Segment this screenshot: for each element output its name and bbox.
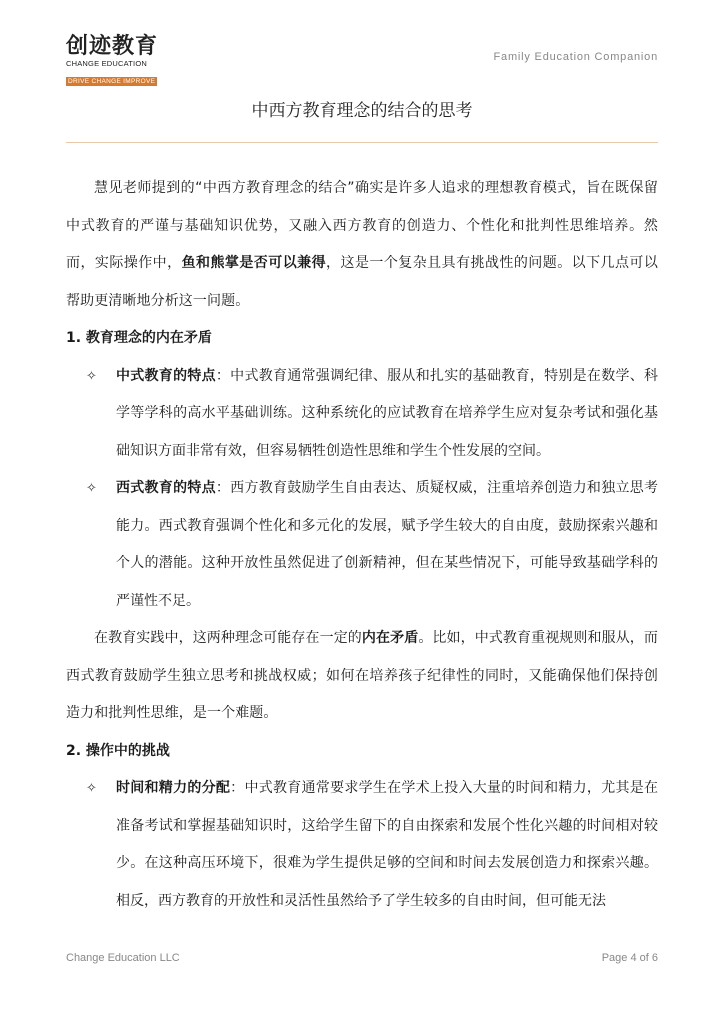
footer-company: Change Education LLC xyxy=(66,952,180,964)
intro-text-2: ，这是一个复杂且具有挑战性的问题。以下几点可以帮助更清晰地分析这一问题。 xyxy=(66,255,658,309)
bullet-text: ：西方教育鼓励学生自由表达、质疑权威，注重培养创造力和独立思考能力。西式教育强调个性化和多元化的发展，赋予学生较大的自由度，鼓励探索兴趣和个人的潜能。这种开放性虽然促进了创新精神，但在某些情况下，可能导致基础学科的严谨性不足。 xyxy=(116,480,659,609)
bullet-item xyxy=(66,770,658,920)
bullet-text: ：中式教育通常强调纪律、服从和扎实的基础教育，特别是在数学、科学等学科的高水平基础训练。这种系统化的应试教育在培养学生应对复杂考试和强化基础知识方面非常有效，但容易牺牲创造性思维和学生个性发展的空间。 xyxy=(116,367,659,459)
logo-english: CHANGE EDUCATION xyxy=(66,59,147,68)
intro-bold: 鱼和熊掌是否可以兼得 xyxy=(181,255,327,271)
logo-tagline: DRIVE CHANGE IMPROVE xyxy=(68,78,156,85)
bullet-term: 西式教育的特点 xyxy=(116,480,216,496)
bullet-star-icon: ✧ xyxy=(86,481,97,496)
bullet-term: 时间和精力的分配 xyxy=(116,780,231,796)
para-text-2: 。比如，中式教育重视规则和服从，而西式教育鼓励学生独立思考和挑战权威；如何在培养孩子纪律性的同时，又能确保他们保持创造力和批判性思维，是一个难题。 xyxy=(66,630,659,721)
section1-paragraph xyxy=(66,620,658,733)
header-tagline: Family Education Companion xyxy=(493,51,658,63)
logo xyxy=(66,34,162,87)
intro-text-1: 慧见老师提到的“中西方教育理念的结合”确实是许多人追求的理想教育模式，旨在既保留中式教育的严谨与基础知识优势，又融入西方教育的创造力、个性化和批判性思维培养。然而，实际操作中， xyxy=(66,180,658,271)
bullet-term: 中式教育的特点 xyxy=(116,367,216,384)
bullet-text: ：中式教育通常要求学生在学术上投入大量的时间和精力，尤其是在准备考试和掌握基础知识时，这给学生留下的自由探索和发展个性化兴趣的时间相对较少。在这种高压环境下，很难为学生提供足够的空间和时间去发展创造力和探索兴趣。相反，西方教育的开放性和灵活性虽然给予了学生较多的自由时间，但可能无法 xyxy=(116,780,659,909)
logo-chinese: 创迹教育 xyxy=(66,33,159,59)
bullet-star-icon: ✧ xyxy=(86,781,97,796)
footer-page-number: Page 4 of 6 xyxy=(601,952,658,964)
intro-paragraph xyxy=(66,170,658,320)
para-bold: 内在矛盾 xyxy=(361,630,419,646)
para-text-1: 在教育实践中，这两种理念可能存在一定的 xyxy=(94,630,362,646)
bullet-item xyxy=(66,470,658,620)
section-heading-2: 2. 操作中的挑战 xyxy=(66,742,170,759)
title-divider xyxy=(66,142,658,143)
page-title: 中西方教育理念的结合的思考 xyxy=(251,101,473,121)
bullet-item xyxy=(66,358,658,471)
section-heading-1: 1. 教育理念的内在矛盾 xyxy=(66,330,212,346)
bullet-star-icon: ✧ xyxy=(86,368,97,384)
document-body xyxy=(66,170,658,920)
